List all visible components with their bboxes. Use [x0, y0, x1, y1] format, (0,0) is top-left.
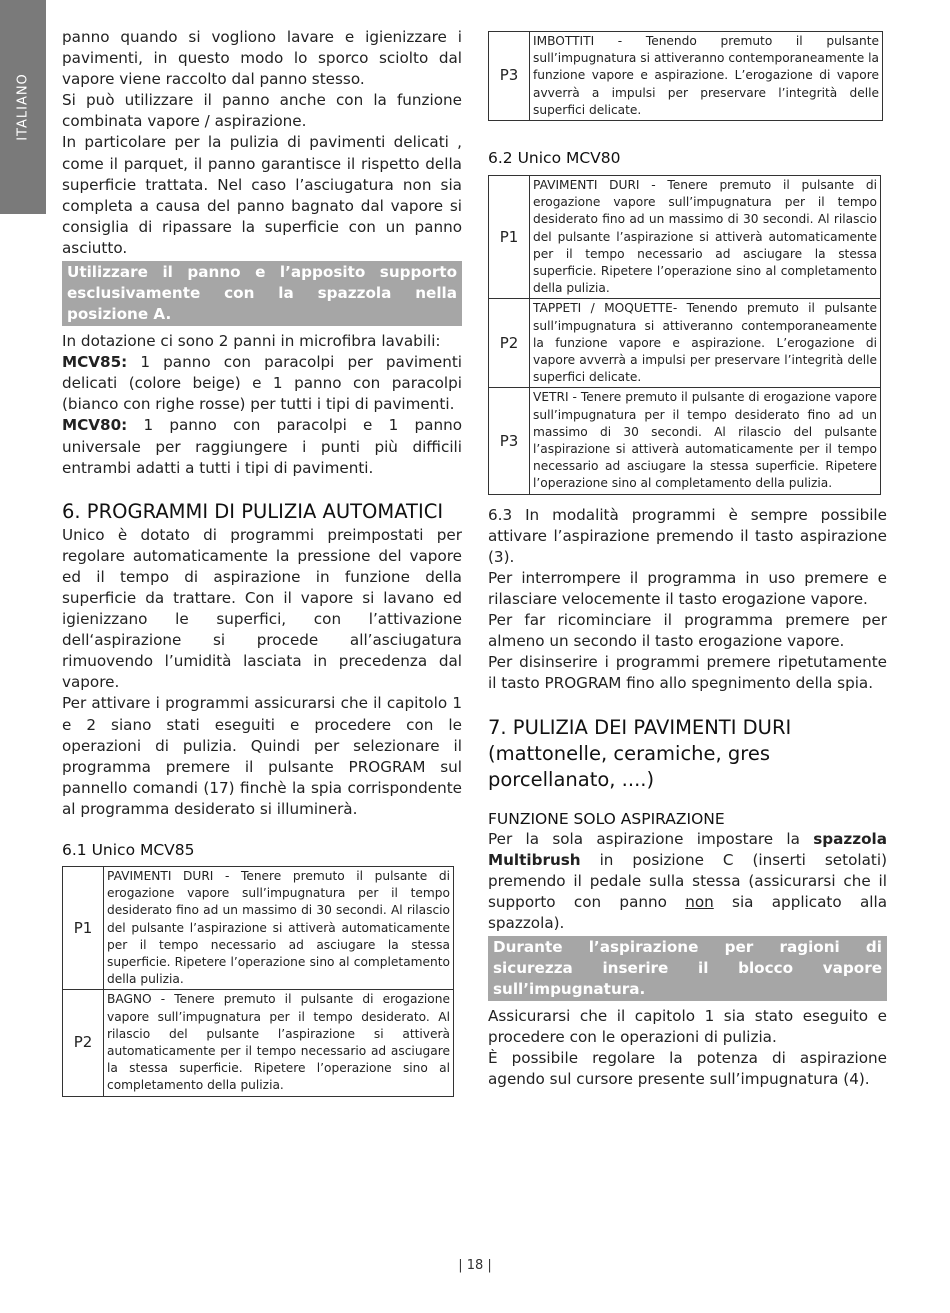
paragraph-mcv85 [62, 352, 462, 415]
section-heading-7: 7. PULIZIA DEI PAVIMENTI DURI (mattonelle, ceramiche, gres porcellanato, ....) [488, 715, 792, 791]
note-highlight: Durante l’aspirazione per ragioni di sicurezza inserire il blocco vapore sull’impugnatura. [488, 936, 887, 1001]
multibrush-label: spazzola Multibrush [488, 829, 887, 869]
text-span: sia applicato alla spazzola). [488, 892, 888, 932]
paragraph: 6.3 In modalità programmi è sempre possibile attivare l’aspirazione premendo il tasto aspirazione (3). [488, 505, 887, 566]
program-description: PAVIMENTI DURI - Tenere premuto il pulsante di erogazione vapore sull’impugnatura per il tempo desiderato fino ad un massimo di 30 secondi. Al rilascio del pulsante l’aspirazione si attiverà automaticamente per il tempo necessario ad asciugare la stessa superficie. Ripetere l’operazione sino al completamento della pulizia. [530, 176, 881, 299]
program-code: P3 [489, 388, 530, 494]
paragraph: Per disinserire i programmi premere ripetutamente il tasto PROGRAM fino allo spegnimento della spia. [488, 653, 887, 693]
paragraph: In particolare per la pulizia di pavimenti delicati , come il parquet, il panno garantisce il rispetto della superficie trattata. Nel caso l’asciugatura non sia completa a causa del panno bagnato dal vapore si consiglia di ripassare la superficie con un panno asciutto. [62, 133, 462, 257]
program-description: PAVIMENTI DURI - Tenere premuto il pulsante di erogazione vapore sull’impugnatura per il tempo desiderato fino ad un massimo di 30 secondi. Al rilascio del pulsante l’aspirazione si attiverà automaticamente per il tempo necessario ad asciugare la stessa superficie. Ripetere l’operazione sino al completamento della pulizia. [104, 867, 454, 990]
underlined-text: non [685, 892, 714, 911]
program-description: BAGNO - Tenere premuto il pulsante di erogazione vapore sull’impugnatura per il tempo desiderato. Al rilascio del pulsante l’aspirazione si attiverà automaticamente per il tempo necessario ad asciugare la stessa superficie. Ripetere l’operazione sino al completamento della pulizia. [104, 990, 454, 1096]
program-description: TAPPETI / MOQUETTE- Tenendo premuto il pulsante sull’impugnatura si attiveranno contemporaneamente la funzione vapore e aspirazione. L’erogazione di vapore avverrà a impulsi per preservare l’integrità delle superfici delicate. [530, 299, 881, 388]
program-code: P2 [489, 299, 530, 388]
subsection-heading-aspiration: FUNZIONE SOLO ASPIRAZIONE [488, 809, 725, 828]
paragraph-multibrush [488, 829, 887, 934]
table-row [489, 32, 883, 121]
program-code: P1 [63, 867, 104, 990]
paragraph: Unico è dotato di programmi preimpostati per regolare automaticamente la pressione del vapore ed il tempo di aspirazione in funzione della superficie da trattare. Con il vapore si lavano ed igienizzano le superfici, con l’attivazione dell‘aspirazione si procede all’asciugatura rimuovendo l’umidità lasciata in precedenza dal vapore. [62, 525, 462, 692]
program-code: P1 [489, 176, 530, 299]
mcv85-text: 1 panno con paracolpi per pavimenti delicati (colore beige) e 1 panno con paracolpi (bianco con righe rosse) per tutti i tipi di pavimenti. [62, 353, 462, 414]
paragraph: Si può utilizzare il panno anche con la funzione combinata vapore / aspirazione. [62, 91, 462, 131]
right-column [488, 31, 887, 1090]
language-tab [0, 0, 46, 214]
program-description: VETRI - Tenere premuto il pulsante di erogazione vapore sull’impugnatura per il tempo desiderato fino ad un massimo di 30 secondi. Al rilascio del pulsante l’aspirazione si attiverà automaticamente per il tempo necessario ad asciugare la stessa superficie. Ripetere l’operazione sino al completamento della pulizia. [530, 388, 881, 494]
paragraph: Per interrompere il programma in uso premere e rilasciare velocemente il tasto erogazione vapore. [488, 568, 887, 609]
program-code: P3 [489, 32, 530, 121]
paragraph: Per far ricominciare il programma premere per almeno un secondo il tasto erogazione vapore. [488, 611, 887, 651]
table-row [63, 867, 454, 990]
mcv80-label: MCV80: [62, 416, 128, 435]
page-number: | 18 | [458, 1258, 492, 1273]
program-table-mcv85 [62, 866, 454, 1097]
section-heading-6: 6. PROGRAMMI DI PULIZIA AUTOMATICI [62, 499, 444, 523]
program-code: P2 [63, 990, 104, 1096]
paragraph-mcv80 [62, 415, 462, 478]
program-description: IMBOTTITI - Tenendo premuto il pulsante sull’impugnatura si attiveranno contemporaneamente la funzione vapore e aspirazione. L’erogazione di vapore avverrà a impulsi per preservare l’integrità delle superfici delicate. [530, 32, 883, 121]
program-table-mcv80 [488, 175, 881, 495]
table-row [489, 176, 881, 299]
paragraph: In dotazione ci sono 2 panni in microfibra lavabili: [62, 332, 441, 351]
subsection-heading-6-2: 6.2 Unico MCV80 [488, 149, 621, 168]
paragraph: Assicurarsi che il capitolo 1 sia stato eseguito e procedere con le operazioni di pulizia. [488, 1006, 887, 1047]
language-tab-label: ITALIANO [15, 73, 31, 141]
mcv85-label: MCV85: [62, 353, 128, 372]
mcv80-text: 1 panno con paracolpi e 1 panno universale per raggiungere i punti più difficili entrambi adatti a tutti i tipi di pavimenti. [62, 416, 462, 477]
paragraph: Per attivare i programmi assicurarsi che il capitolo 1 e 2 siano stati eseguiti e procedere con le operazioni di pulizia. Quindi per selezionare il programma premere il pulsante PROGRAM sul pannello comandi (17) finchè la spia corrispondente al programma desiderato si illuminerà. [62, 694, 462, 818]
program-table-mcv85-continued [488, 31, 883, 121]
table-row [489, 388, 881, 494]
table-row [489, 299, 881, 388]
subsection-heading-6-1: 6.1 Unico MCV85 [62, 841, 195, 859]
text-span: Per la sola aspirazione impostare la [488, 829, 814, 848]
paragraph: È possibile regolare la potenza di aspirazione agendo sul cursore presente sull’impugnatura (4). [488, 1049, 887, 1089]
text-span: in posizione C (inserti setolati) premendo il pedale sulla stessa (assicurarsi che il supporto con panno [488, 850, 887, 911]
note-highlight: Utilizzare il panno e l’apposito supporto esclusivamente con la spazzola nella posizione A. [62, 261, 462, 326]
paragraph: panno quando si vogliono lavare e igienizzare i pavimenti, in questo modo lo sporco sciolto dal vapore viene raccolto dal panno stesso. [62, 28, 462, 89]
table-row [63, 990, 454, 1096]
left-column [62, 27, 462, 1097]
